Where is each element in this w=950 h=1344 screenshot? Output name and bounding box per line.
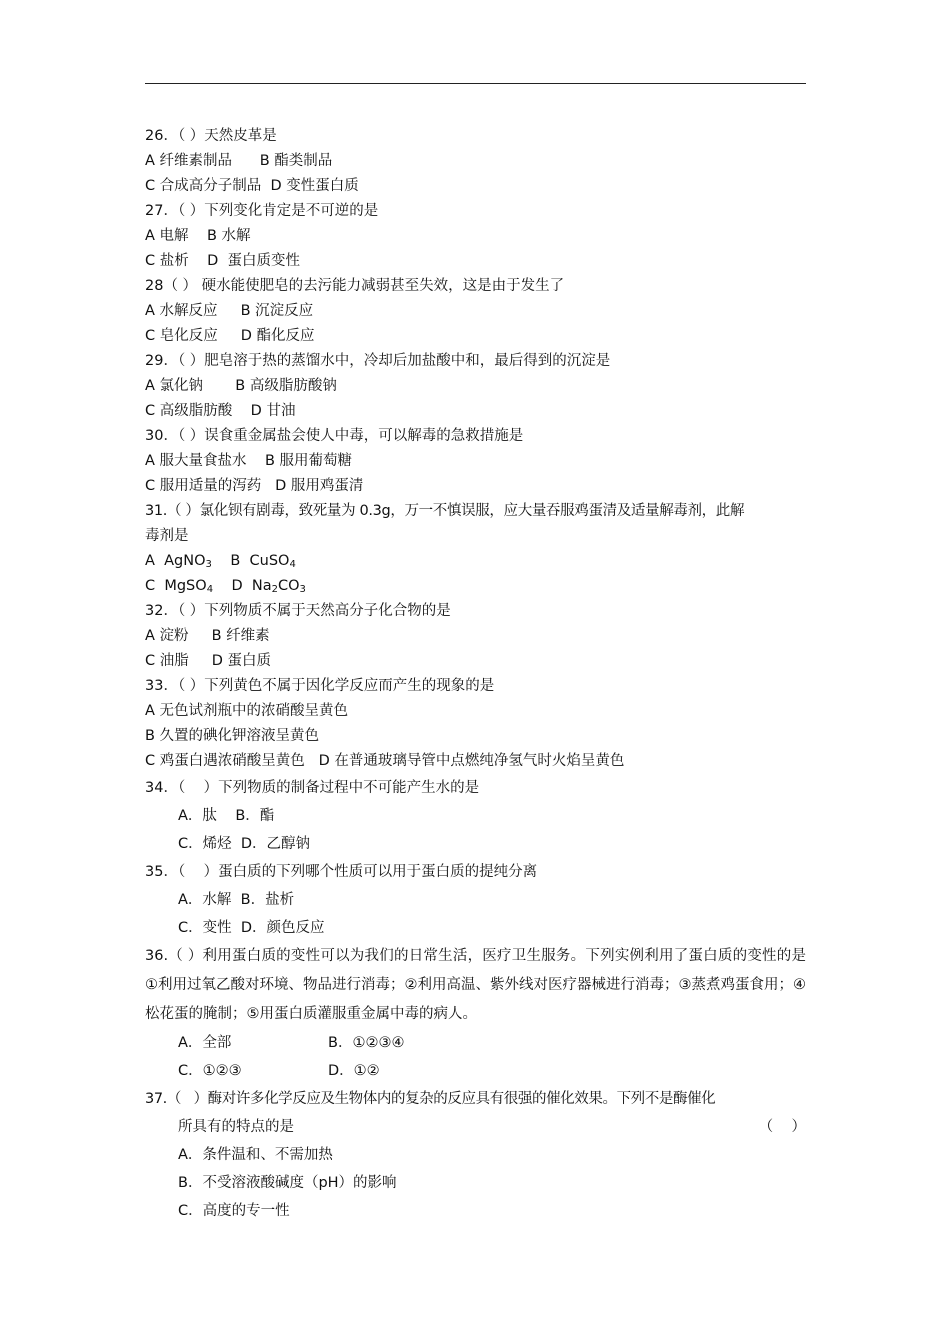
q31-options-ab xyxy=(145,549,806,574)
option-a: A．肽 xyxy=(178,808,217,824)
q36-options-cd xyxy=(145,1057,806,1085)
q34-stem: 34．（ ）下列物质的制备过程中不可能产生水的是 xyxy=(145,780,480,796)
option-c: C 合成高分子制品 xyxy=(145,178,262,194)
option-c: C 皂化反应 xyxy=(145,328,218,344)
q36-stem: 36.（ ）利用蛋白质的变性可以为我们的日常生活，医疗卫生服务。下列实例利用了蛋白质的变性的是①利用过氧乙酸对环境、物品进行消毒；②利用高温、紫外线对医疗器械进行消毒；③蒸煮鸡蛋食用；④松花蛋的腌制；⑤用蛋白质灌服重金属中毒的病人。 xyxy=(145,948,806,1022)
q26-stem: 26．（ ）天然皮革是 xyxy=(145,128,277,144)
option-c: C．变性 xyxy=(178,920,232,936)
option-b: B．①②③④ xyxy=(328,1035,405,1051)
option-a: A．全部 xyxy=(178,1035,232,1051)
q37-option-a: A．条件温和、不需加热 xyxy=(178,1147,333,1163)
option-d: D．颜色反应 xyxy=(240,920,325,936)
option-d: D．乙醇钠 xyxy=(240,836,311,852)
q34-options-ab xyxy=(145,802,806,830)
header-rule xyxy=(145,83,806,84)
q33-option-b: B 久置的碘化钾溶液呈黄色 xyxy=(145,728,320,744)
q35-options-cd xyxy=(145,914,806,942)
option-d: D 变性蛋白质 xyxy=(270,178,359,194)
option-d: D $Na_2CO_3$ xyxy=(231,578,306,595)
q29-options-cd xyxy=(145,399,806,424)
answer-paren: （ ） xyxy=(758,1119,806,1135)
q37-stem-line1: 37.（ ）酶对许多化学反应及生物体内的复杂的反应具有很强的催化效果。下列不是酶催化 xyxy=(145,1091,716,1107)
q32-stem: 32．（ ）下列物质不属于天然高分子化合物的是 xyxy=(145,603,451,619)
option-a: A 水解反应 xyxy=(145,303,218,319)
q31-stem-line2: 毒剂是 xyxy=(145,528,189,544)
q34-options-cd xyxy=(145,830,806,858)
option-b: B．酯 xyxy=(235,808,275,824)
q27-options-ab xyxy=(145,224,806,249)
q33-option-a: A 无色试剂瓶中的浓硝酸呈黄色 xyxy=(145,703,349,719)
option-c: C 服用适量的泻药 xyxy=(145,478,262,494)
option-a: A 服大量食盐水 xyxy=(145,453,247,469)
q31-stem-line1: 31.（ ）氯化钡有剧毒，致死量为 0.3g，万一不慎误服，应大量吞服鸡蛋清及适量解毒剂，此解 xyxy=(145,503,745,519)
q31-options-cd xyxy=(145,574,806,599)
q37-option-c: C．高度的专一性 xyxy=(178,1203,290,1219)
q33-options-cd xyxy=(145,749,806,774)
option-a: A 淀粉 xyxy=(145,628,189,644)
q32-options-ab xyxy=(145,624,806,649)
option-c: C．①②③ xyxy=(178,1063,242,1079)
option-a: A 纤维素制品 xyxy=(145,153,233,169)
q27-options-cd xyxy=(145,249,806,274)
option-a: A 电解 xyxy=(145,228,189,244)
q27-stem: 27．（ ）下列变化肯定是不可逆的是 xyxy=(145,203,379,219)
option-d: D 甘油 xyxy=(250,403,296,419)
option-b: B 酯类制品 xyxy=(259,153,333,169)
option-c: C．烯烃 xyxy=(178,836,232,852)
q35-stem: 35．（ ）蛋白质的下列哪个性质可以用于蛋白质的提纯分离 xyxy=(145,864,538,880)
option-d: D 酯化反应 xyxy=(240,328,315,344)
q29-stem: 29．（ ）肥皂溶于热的蒸馏水中，冷却后加盐酸中和，最后得到的沉淀是 xyxy=(145,353,611,369)
option-a: A AgNO$_3$ xyxy=(145,553,212,570)
q37-stem-line2: 所具有的特点的是 （ ） xyxy=(145,1113,806,1141)
option-d: D 蛋白质变性 xyxy=(207,253,301,269)
option-c: C 高级脂肪酸 xyxy=(145,403,233,419)
q33-stem: 33．（ ）下列黄色不属于因化学反应而产生的现象的是 xyxy=(145,678,495,694)
option-d: D．①② xyxy=(328,1063,380,1079)
q30-options-ab xyxy=(145,449,806,474)
option-b: B 沉淀反应 xyxy=(240,303,314,319)
q30-options-cd xyxy=(145,474,806,499)
question-list xyxy=(145,124,806,1225)
option-b: B 纤维素 xyxy=(211,628,270,644)
q26-options-cd xyxy=(145,174,806,199)
option-c: C 盐析 xyxy=(145,253,189,269)
option-b: B．盐析 xyxy=(240,892,295,908)
option-b: B 高级脂肪酸钠 xyxy=(235,378,337,394)
option-d: D 蛋白质 xyxy=(211,653,272,669)
option-c: C 鸡蛋白遇浓硝酸呈黄色 xyxy=(145,753,305,769)
option-d: D 在普通玻璃导管中点燃纯净氢气时火焰呈黄色 xyxy=(318,753,625,769)
q28-options-ab xyxy=(145,299,806,324)
option-a: A．水解 xyxy=(178,892,232,908)
option-b: B 服用葡萄糖 xyxy=(264,453,353,469)
q30-stem: 30．（ ）误食重金属盐会使人中毒，可以解毒的急救措施是 xyxy=(145,428,524,444)
q29-options-ab xyxy=(145,374,806,399)
option-b: B 水解 xyxy=(206,228,251,244)
option-c: C MgSO$_4$ xyxy=(145,578,214,595)
q28-stem: 28（ ） 硬水能使肥皂的去污能力减弱甚至失效，这是由于发生了 xyxy=(145,278,565,294)
q32-options-cd xyxy=(145,649,806,674)
q36-options-ab xyxy=(145,1029,806,1057)
q28-options-cd xyxy=(145,324,806,349)
option-c: C 油脂 xyxy=(145,653,189,669)
option-b: B CuSO$_4$ xyxy=(230,553,296,570)
q35-options-ab xyxy=(145,886,806,914)
option-a: A 氯化钠 xyxy=(145,378,204,394)
q26-options-ab xyxy=(145,149,806,174)
option-d: D 服用鸡蛋清 xyxy=(275,478,364,494)
q37-option-b: B．不受溶液酸碱度（pH）的影响 xyxy=(178,1175,397,1191)
